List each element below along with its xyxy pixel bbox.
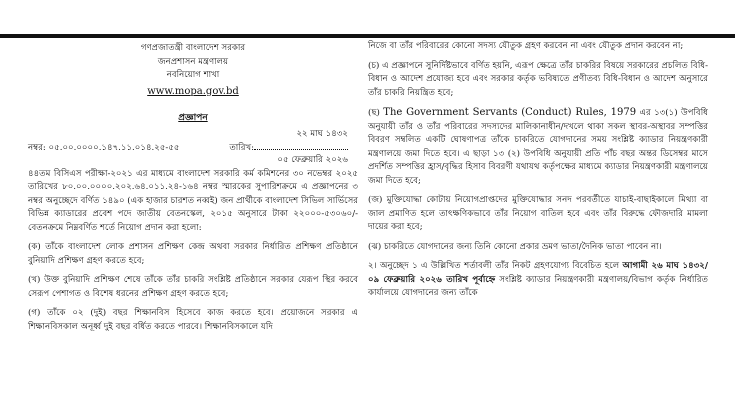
bangla-date-month-year: মাঘ ১৪৩২ — [310, 128, 348, 139]
paragraph-2 — [368, 260, 708, 301]
ministry-name: জনপ্রশাসন মন্ত্রণালয় — [157, 56, 229, 67]
website-link[interactable]: www.mopa.gov.bd — [147, 85, 239, 97]
continued-condition: নিজে বা তাঁর পরিবারের কোনো সদস্য যৌতুক গ্রহণ করবেন না এবং যৌতুক প্রদান করবেন না; — [368, 41, 684, 51]
condition-ja: (জ) মুক্তিযোদ্ধা কোটায় নিয়োগপ্রাপ্তদের মুক্তিযোদ্ধার সনদ পরবর্তীতে যাচাই-বাছাইকালে মিথ্যা বা জাল প্রমাণিত হলে তাৎক্ষণিকভাবে তাঁর নিয়োগ বাতিল হবে এবং তাঁর বিরুদ্ধে ফৌজদারি মামলা দায়ের করা হবে; — [368, 195, 708, 232]
condition-kha: (খ) উক্ত বুনিয়াদি প্রশিক্ষণ শেষে তাঁকে তাঁর চাকরি সংশ্লিষ্ট প্রতিষ্ঠানে সরকার যেরূপ স্থির করবে সেরূপ পেশাগত ও বিশেষ ধরনের প্রশিক্ষণ গ্রহণ করতে হবে; — [28, 275, 358, 299]
section-name: নবনিয়োগ শাখা — [166, 70, 220, 80]
joining-deadline: আগামী ২৬ মাঘ ১৪৩২/ ০৯ ফেব্রুয়ারি ২০২৬ তারিখ পূর্বাহ্নে — [368, 261, 708, 285]
memo-number: নম্বর: ০৫.০০.০০০০.১৪৭.১১.০১৪.২৫-৫৫ — [28, 142, 180, 153]
reference-date-block — [28, 128, 358, 168]
date-label: তারিখ: — [229, 142, 254, 153]
condition-chha-text: এর ১৩(১) উপবিধি অনুযায়ী তাঁর ও তাঁর পরিবারের সদস্যদের মালিকানাধীন/দখলে থাকা সকল স্থাবর-অস্থাবর সম্পত্তির বিবরণ সম্বলিত একটি ঘোষণাপত্র তাঁকে চাকরিতে যোগদানের সময় সংশ্লিষ্ট ক্যাডার নিয়ন্ত্রণকারী মন্ত্রণালয়ে জমা দিতে হবে। এ ছাড়া ১৩ (২) উপবিধি অনুযায়ী প্রতি পাঁচ বছর অন্তর ডিসেম্বর মাসে প্রদর্শিত সম্পত্তির হ্রাস/বৃদ্ধির হিসাব বিবরণী যথাযথ কর্তৃপক্ষের মাধ্যমে ক্যাডার নিয়ন্ত্রণকারী মন্ত্রণালয়ে জমা দিতে হবে; — [368, 108, 708, 186]
condition-chha-prefix: (ছ) — [368, 108, 384, 118]
bangla-date-day: ২২ — [296, 128, 308, 139]
bangla-date — [250, 128, 348, 142]
paragraph-2-start: ২। অনুচ্ছেদ ১ এ উল্লিখিত শর্তাবলী তাঁর নিকট গ্রহণযোগ্য বিবেচিত হলে — [368, 261, 623, 271]
left-column — [28, 40, 358, 400]
header-rule — [0, 34, 735, 38]
condition-jha: (ঝ) চাকরিতে যোগদানের জন্য তিনি কোনো প্রকার ভ্রমণ ভাতা/দৈনিক ভাতা পাবেন না। — [368, 241, 662, 252]
condition-ga: (গ) তাঁকে ০২ (দুই) বছর শিক্ষানবিস হিসেবে কাজ করতে হবে। প্রয়োজনে সরকার এ শিক্ষানবিসকাল অনূর্ধ্ব দুই বছর বর্ধিত করতে পারবে। শিক্ষানবিসকালে যদি — [28, 308, 358, 332]
top-margin — [0, 0, 735, 34]
conduct-rules-title: The Government Servants (Conduct) Rules, 1979 — [383, 107, 637, 118]
document-title: প্রজ্ঞাপন — [178, 113, 208, 123]
condition-chha — [368, 106, 708, 188]
right-column — [368, 40, 708, 400]
condition-cha: (চ) এ প্রজ্ঞাপনে সুনির্দিষ্টভাবে বর্ণিত হয়নি, এরূপ ক্ষেত্রে তাঁর চাকরির বিষয়ে সরকারের প্রচলিত বিধি-বিধান ও আদেশ প্রযোজ্য হবে এবং সরকার কর্তৃক ভবিষ্যতে প্রণীতব্য বিধি-বিধান ও আদেশ অনুসারে তাঁর চাকরি নিয়ন্ত্রিত হবে; — [368, 60, 708, 98]
date-dotted-line — [254, 149, 348, 150]
condition-ka: (ক) তাঁকে বাংলাদেশ লোক প্রশাসন প্রশিক্ষণ কেন্দ্র অথবা সরকার নির্ধারিত প্রশিক্ষণ প্রতিষ্ঠানে বুনিয়াদি প্রশিক্ষণ গ্রহণ করতে হবে; — [28, 242, 358, 266]
english-date: ০৫ ফেব্রুয়ারি ২০২৬ — [277, 154, 348, 165]
intro-paragraph: ৪৪তম বিসিএস পরীক্ষা-২০২১ এর মাধ্যমে বাংলাদেশ সরকারি কর্ম কমিশনের ৩০ নভেম্বর ২০২৫ তারিখের ৮০.০০.০০০০.২০২.৬৪.০১১.২৪-১৬৪ নম্বর স্মারকের সুপারিশক্রমে এ প্রজ্ঞাপনের ৩ নম্বর অনুচ্ছেদে বর্ণিত ১৪৯০ (এক হাজার চারশত নব্বই) জন প্রার্থীকে বাংলাদেশ সিভিল সার্ভিসের বিভিন্ন ক্যাডারের প্রবেশ পদে জাতীয় বেতনস্কেল, ২০১৫ অনুসারে টাকা ২২০০০-৫৩০৬০/- বেতনক্রমে নিম্নবর্ণিত শর্তে নিয়োগ প্রদান করা হলো: — [28, 168, 358, 233]
govt-name: গণপ্রজাতন্ত্রী বাংলাদেশ সরকার — [140, 43, 246, 53]
paragraph-2-end: সংশ্লিষ্ট ক্যাডার নিয়ন্ত্রণকারী মন্ত্রণালয়/বিভাগ কর্তৃক নির্ধারিত কার্যালয়ে যোগদানের জন্য তাঁকে — [368, 274, 709, 298]
